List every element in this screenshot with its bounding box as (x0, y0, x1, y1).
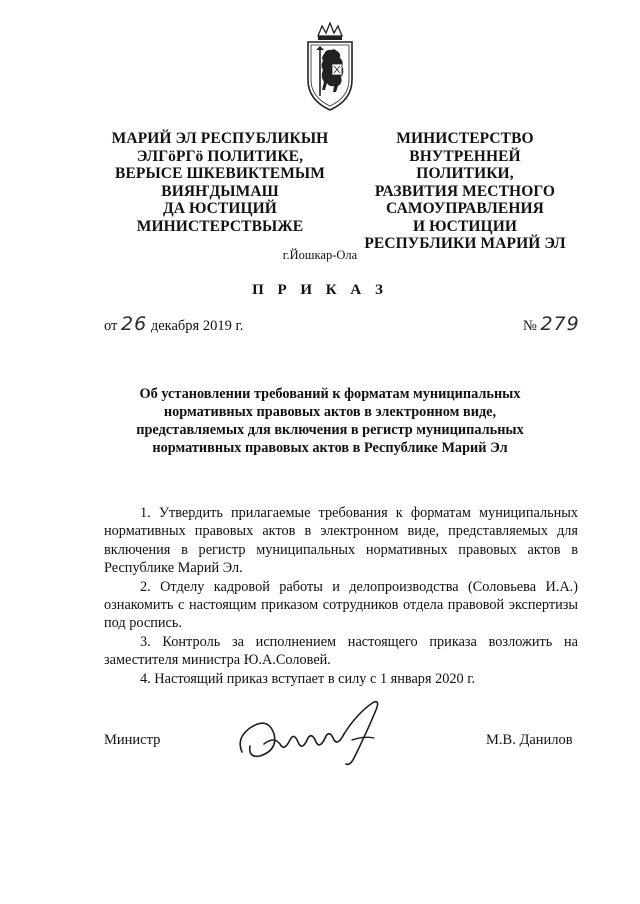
date-rest: декабря 2019 г. (150, 318, 244, 334)
handwritten-signature (234, 694, 404, 770)
date-line (104, 313, 243, 335)
signatory-position: Министр (104, 732, 161, 748)
date-day-handwritten: 26 (121, 313, 148, 335)
document-type: П Р И К А З (252, 282, 388, 298)
city-label: г.Йошкар-Ола (282, 248, 358, 262)
header-right-org: МИНИСТЕРСТВО ВНУТРЕННЕЙ ПОЛИТИКИ, РАЗВИТИЯ МЕСТНОГО САМОУПРАВЛЕНИЯ И ЮСТИЦИИ РЕСПУБЛИКИ МАРИЙ ЭЛ (364, 130, 566, 252)
paragraph-3: 3. Контроль за исполнением настоящего приказа возложить на заместителя министра Ю.А.Соловей. (104, 633, 578, 669)
paragraph-2: 2. Отделу кадровой работы и делопроизводства (Соловьева И.А.) ознакомить с настоящим приказом сотрудников отдела правовой экспертизы под роспись. (104, 578, 578, 632)
number-value-handwritten: 279 (540, 313, 580, 335)
number-label: № (523, 318, 537, 334)
paragraph-1: 1. Утвердить прилагаемые требования к форматам муниципальных нормативных правовых актов в электронном виде, представляемых для включения в регистр муниципальных нормативных правовых актов в Республике Марий Эл. (104, 505, 578, 577)
document-title: Об установлении требований к форматам муниципальных нормативных правовых актов в электронном виде, представляемых для включения в регистр муниципальных нормативных правовых актов в Республике Марий Эл (136, 386, 524, 456)
coat-of-arms-emblem (300, 20, 360, 116)
date-prefix: от (104, 318, 118, 334)
header-left-org: МАРИЙ ЭЛ РЕСПУБЛИКЫН ЭЛГӧРГӧ ПОЛИТИКЕ, ВЕРЫСЕ ШКЕВИКТЕМЫМ ВИЯҤДЫМАШ ДА ЮСТИЦИЙ МИНИСТЕРСТВЫЖЕ (111, 130, 329, 235)
order-number (523, 313, 580, 335)
paragraph-4: 4. Настоящий приказ вступает в силу с 1 января 2020 г. (140, 670, 476, 687)
signatory-name: М.В. Данилов (486, 732, 573, 748)
document-body (104, 504, 578, 688)
